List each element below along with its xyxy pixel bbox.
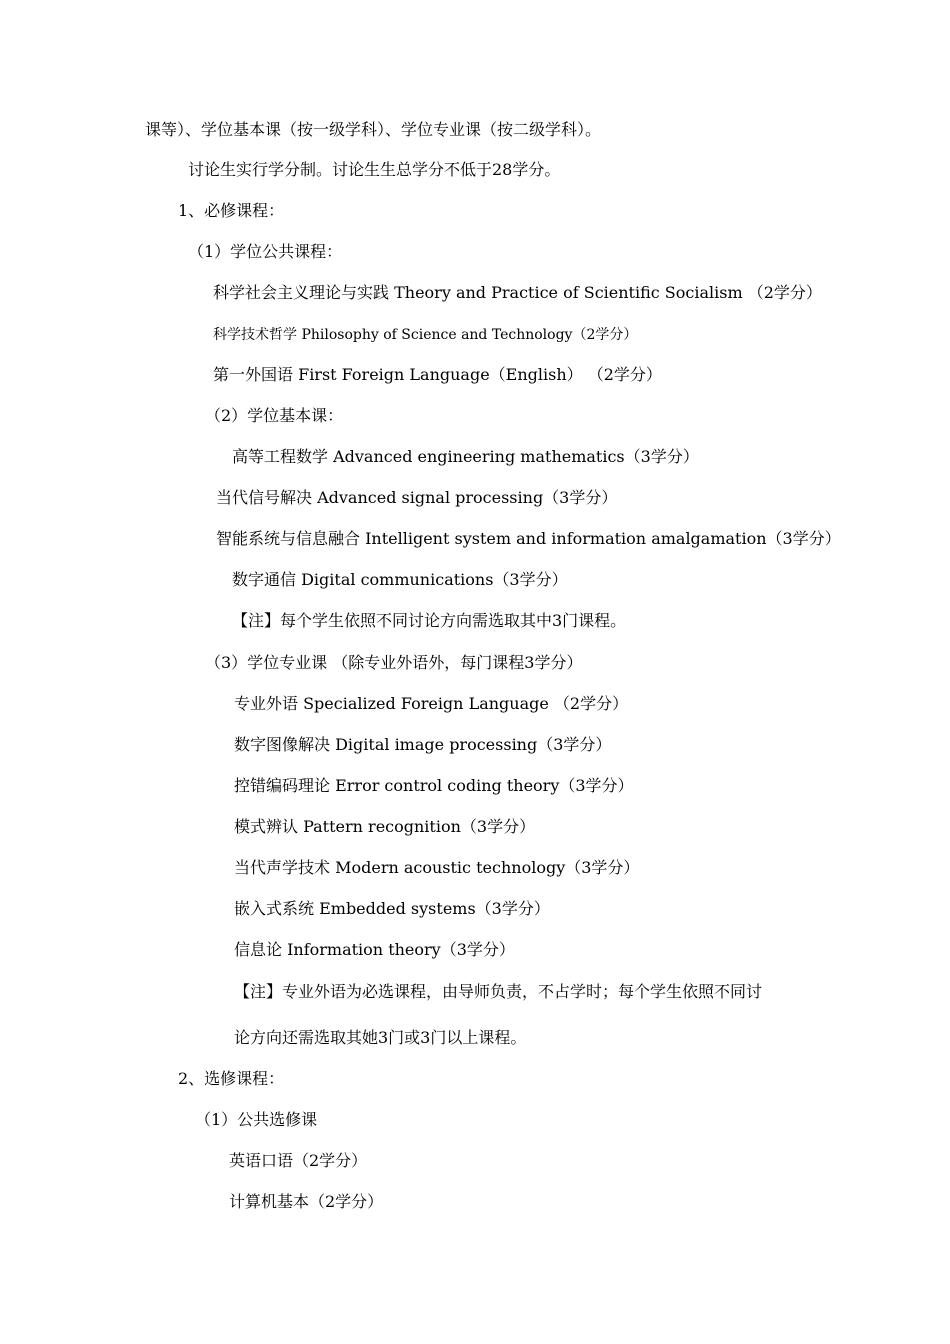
- course-item: 第一外国语 First Foreign Language（English） （2学分）: [213, 365, 662, 384]
- required-courses-heading: 1、必修课程：: [178, 201, 285, 220]
- course-item: 英语口语（2学分）: [229, 1151, 368, 1170]
- basic-courses-note: 【注】每个学生依照不同讨论方向需选取其中3门课程。: [232, 611, 627, 630]
- course-item: 智能系统与信息融合 Intelligent system and information amalgamation（3学分）: [216, 529, 841, 548]
- course-item: 当代信号解决 Advanced signal processing（3学分）: [216, 488, 618, 507]
- credit-system-paragraph: 讨论生实行学分制。讨论生生总学分不低于28学分。: [188, 160, 561, 179]
- public-elective-heading: （1）公共选修课: [195, 1110, 318, 1129]
- course-item: 科学社会主义理论与实践 Theory and Practice of Scientific Socialism （2学分）: [213, 283, 822, 302]
- course-item: 当代声学技术 Modern acoustic technology（3学分）: [234, 858, 640, 877]
- major-courses-note-continued: 论方向还需选取其她3门或3门以上课程。: [234, 1028, 527, 1047]
- course-item: 计算机基本（2学分）: [229, 1192, 384, 1211]
- major-degree-courses-heading: （3）学位专业课 （除专业外语外，每门课程3学分）: [205, 653, 583, 672]
- public-degree-courses-heading: （1）学位公共课程：: [188, 242, 343, 261]
- major-courses-note: 【注】专业外语为必选课程，由导师负责，不占学时；每个学生依照不同讨: [234, 982, 763, 1001]
- course-item: 数字通信 Digital communications（3学分）: [232, 570, 568, 589]
- course-item: 信息论 Information theory（3学分）: [234, 940, 515, 959]
- course-item: 高等工程数学 Advanced engineering mathematics（3学分）: [232, 447, 699, 466]
- elective-courses-heading: 2、选修课程：: [178, 1069, 285, 1088]
- course-item: 控错编码理论 Error control coding theory（3学分）: [234, 776, 634, 795]
- course-item: 数字图像解决 Digital image processing（3学分）: [234, 735, 612, 754]
- course-item: 专业外语 Specialized Foreign Language （2学分）: [234, 694, 629, 713]
- course-item: 模式辨认 Pattern recognition（3学分）: [234, 817, 536, 836]
- basic-degree-courses-heading: （2）学位基本课：: [205, 406, 344, 425]
- course-item: 科学技术哲学 Philosophy of Science and Technology（2学分）: [213, 327, 638, 343]
- intro-continuation: 课等）、学位基本课（按一级学科）、学位专业课（按二级学科）。: [145, 120, 602, 139]
- course-item: 嵌入式系统 Embedded systems（3学分）: [234, 899, 550, 918]
